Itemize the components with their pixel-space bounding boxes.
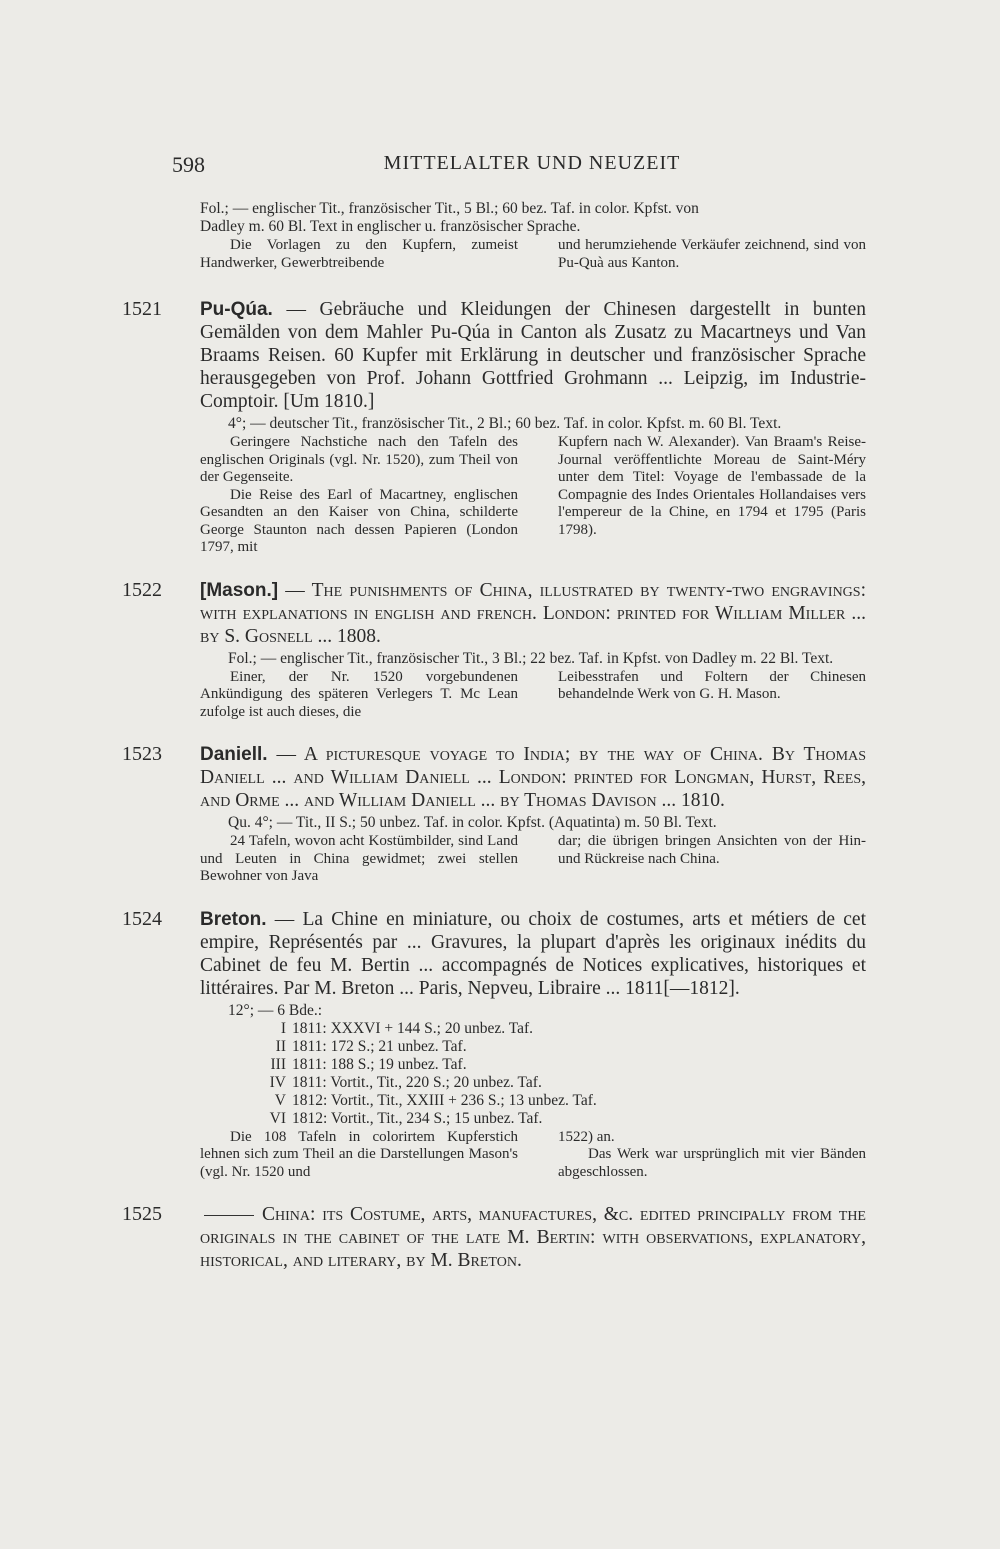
commentary-col-left [200,434,518,557]
commentary-para: Das Werk war ursprünglich mit vier Bänden abgeschlossen. [558,1146,866,1180]
entry-collation: 12°; — 6 Bde.: [228,1001,323,1019]
commentary-para: Kupfern nach W. Alexander). Van Braam's Reise-Journal veröffentlichte Moreau de Saint-Méry unter dem Titel: Voyage de l'embassade de la Compagnie des Indes Orientales Hollandaises vers l'empereur de la Chine, en 1794 et 1795 (Paris 1798). [558,434,866,538]
catalogue-entry [122,908,866,1182]
entry-title-block [200,743,866,812]
commentary-para: 24 Tafeln, wovon acht Kostümbilder, sind Land und Leuten in China gewidmet; zwei stellen Bewohner von Java [200,833,518,884]
prelude-note [122,200,866,272]
prelude-col-right-text: und herumziehende Verkäufer zeichnend, sind von Pu-Quà aus Kanton. [558,237,866,271]
entry-number: 1521 [122,298,162,320]
commentary-col-left [200,833,518,886]
commentary-col-right [558,833,866,886]
volume-number: IV [269,1073,286,1091]
entry-number: 1525 [122,1203,162,1225]
catalogue-entry [122,743,866,886]
commentary-col-left [200,1129,518,1182]
entry-collation: 4°; — deutscher Tit., französischer Tit., 2 Bl.; 60 bez. Taf. in color. Kpfst. m. 60 Bl. Text. [228,415,782,432]
entry-number: 1522 [122,578,162,601]
entry-collation: Fol.; — englischer Tit., französischer Tit., 3 Bl.; 22 bez. Taf. in Kpfst. von Dadley m. 22 Bl. Text. [228,649,834,667]
volume-details: 1811: Vortit., Tit., 220 S.; 20 unbez. Taf. [292,1073,542,1091]
prelude-columns [200,237,866,272]
entry-number: 1523 [122,743,162,765]
entry-collation: Qu. 4°; — Tit., II S.; 50 unbez. Taf. in color. Kpfst. (Aquatinta) m. 50 Bl. Text. [228,814,717,831]
entry-title: China: its Costume, arts, manufactures, &c. edited principally from the originals in the cabinet of the late M. Bertin: with observations, explanatory, historical, and literary, by M. Breton. [200,1204,866,1271]
ditto-dash [204,1215,254,1216]
catalogue-entry [122,298,866,557]
volume-row [256,1110,866,1128]
commentary-para: 1522) an. [558,1128,615,1145]
prelude-note-line: Dadley m. 60 Bl. Text in englischer u. französischer Sprache. [200,218,581,235]
entry-title: — A picturesque voyage to India; by the way of China. By Thomas Daniell ... and William Daniell ... London: printed for Longman, Hurst, Rees, and Orme ... and William Daniell ... by Thomas Davison ... 1810. [200,744,866,811]
volume-details: 1811: 188 S.; 19 unbez. Taf. [292,1055,467,1073]
commentary-para: dar; die übrigen bringen Ansichten von der Hin- und Rückreise nach China. [558,833,866,867]
commentary-col-right [558,1129,866,1182]
entry-author: [Mason.] [200,579,279,601]
page-header [172,152,862,186]
commentary-para: Die Reise des Earl of Macartney, englischen Gesandten an den Kaiser von China, schilderte George Staunton nach dessen Papieren (London 1797, mit [200,486,518,555]
commentary-para: Leibesstrafen und Foltern der Chinesen behandelnde Werk von G. H. Mason. [558,668,866,702]
entry-commentary [200,669,866,722]
entry-commentary [200,434,866,557]
volume-details: 1811: XXXVI + 144 S.; 20 unbez. Taf. [292,1019,533,1037]
catalogue-entry [122,1203,866,1272]
page-number: 598 [172,152,205,177]
volume-list [256,1020,866,1128]
volume-details: 1812: Vortit., Tit., XXIII + 236 S.; 13 unbez. Taf. [292,1091,597,1109]
commentary-col-left [200,669,518,722]
volume-number: V [274,1091,286,1109]
entry-author: Breton. [200,908,267,930]
volume-row [256,1038,866,1056]
volume-row [256,1074,866,1092]
commentary-col-right [558,434,866,557]
commentary-para: Die 108 Tafeln in colorirtem Kupferstich lehnen sich zum Theil an die Darstellungen Mason's (vgl. Nr. 1520 und [200,1128,518,1180]
volume-number: I [280,1019,286,1037]
entry-title: — Gebräuche und Kleidungen der Chinesen dargestellt in bunten Gemälden von dem Mahler Pu-Qúa in Canton als Zusatz zu Macartneys und Van Braams Reisen. 60 Kupfer mit Erklärung in deutscher und französischer Sprache herausgegeben von Prof. Johann Gottfried Grohmann ... Leipzig, im Industrie-Comptoir. [Um 1810.] [200,299,866,412]
prelude-col-left [200,237,518,272]
entry-title: — La Chine en miniature, ou choix de costumes, arts et métiers de cet empire, Représentés par ... Gravures, la plupart d'après les originaux inédits du Cabinet de feu M. Bertin ... accompagnés de Notices explicatives, historiques et littéraires. Par M. Breton ... Paris, Nepveu, Libraire ... 1811[—1812]. [200,908,866,999]
commentary-para: Geringere Nachstiche nach den Tafeln des englischen Originals (vgl. Nr. 1520), zum Theil von der Gegenseite. [200,434,518,485]
volume-number: II [275,1037,286,1055]
entry-commentary [200,1129,866,1182]
volume-number: III [270,1055,286,1073]
entry-title-block [200,1203,866,1272]
volume-details: 1812: Vortit., Tit., 234 S.; 15 unbez. Taf. [292,1109,543,1127]
prelude-note-line: Fol.; — englischer Tit., französischer Tit., 5 Bl.; 60 bez. Taf. in color. Kpfst. von [200,200,699,217]
entry-author: Daniell. [200,744,268,765]
catalogue-text [122,200,866,1272]
prelude-col-right [558,237,866,272]
commentary-para: Einer, der Nr. 1520 vorgebundenen Ankündigung des späteren Verlegers T. Mc Lean zufolge ist auch dieses, die [200,668,518,720]
entry-commentary [200,833,866,886]
entry-title-block [200,579,866,648]
volume-row [256,1092,866,1110]
prelude-col-left-text: Die Vorlagen zu den Kupfern, zumeist Handwerker, Gewerbtreibende [200,237,518,271]
entry-title-block [200,908,866,1000]
entry-title-block [200,298,866,413]
entry-title: — The punishments of China, illustrated by twenty-two engravings: with explanations in english and french. London: printed for William Miller ... by S. Gosnell ... 1808. [200,579,866,647]
entry-number: 1524 [122,907,162,930]
catalogue-entry [122,579,866,722]
volume-details: 1811: 172 S.; 21 unbez. Taf. [292,1037,467,1055]
volume-row [256,1056,866,1074]
commentary-col-right [558,669,866,722]
entry-author: Pu-Qúa. [200,299,273,320]
running-title: MITTELALTER UND NEUZEIT [383,152,681,174]
volume-row [256,1020,866,1038]
volume-number: VI [269,1109,286,1127]
